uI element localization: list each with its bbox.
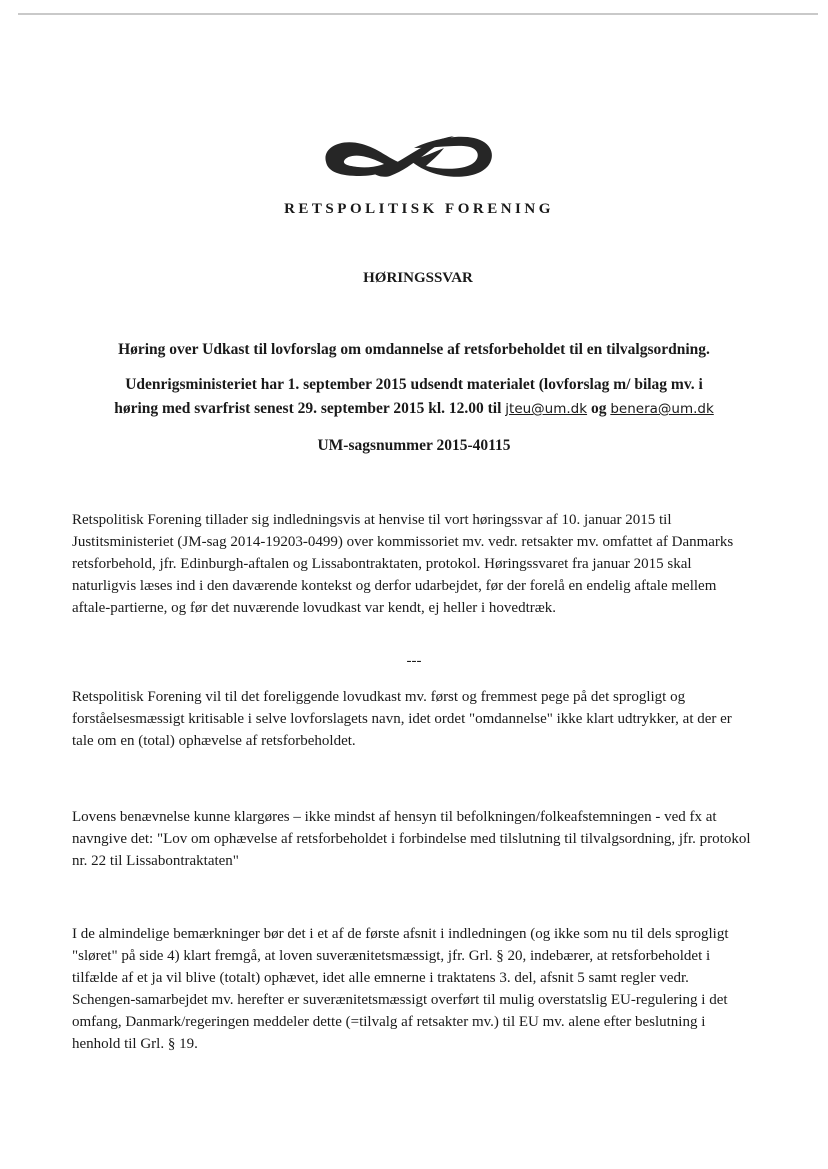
- subject-line: Høring over Udkast til lovforslag om omdannelse af retsforbeholdet til en tilvalgsordning.: [118, 341, 710, 358]
- sent-info-line-1: Udenrigsministeriet har 1. september 2015 udsendt materialet (lovforslag m/ bilag mv. i: [125, 376, 703, 393]
- organization-name: RETSPOLITISK FORENING: [284, 201, 554, 217]
- sent-info-line-2: [0, 397, 828, 421]
- sent-info: [0, 373, 828, 421]
- document-type-heading: HØRINGSSVAR: [363, 270, 473, 286]
- email-link-jteu[interactable]: jteu@um.dk: [505, 401, 588, 417]
- section-separator: ---: [406, 653, 422, 669]
- paragraph-remarks: I de almindelige bemærkninger bør det i et af de første afsnit i indledningen (og ikke som nu til dels sprogligt "sløret" på side 4) klart fremgå, at loven suverænitetsmæssigt, jfr. Grl. § 20, indebærer, at retsforbeholdet i tilfælde af et ja vil blive (totalt) ophævet, idet alle emnerne i traktatens 3. del, afsnit 5 samt regler vedr. Schengen-samarbejdet mv. herefter er suverænitetsmæssigt overført til mulig overstatslig EU-regulering i det omfang, Danmark/regeringen meddeler dette (=tilvalg af retsakter mv.) til EU mv. alene efter beslutning i henhold til Grl. § 19.: [72, 926, 729, 1052]
- infinity-swirl-logo-icon: [318, 126, 498, 190]
- scan-edge-line: [18, 13, 818, 15]
- logo-right-loop: [410, 137, 492, 177]
- paragraph-name-proposal: Lovens benævnelse kunne klargøres – ikke mindst af hensyn til befolkningen/folkeafstemningen - ved fx at navngive det: "Lov om ophævelse af retsforbeholdet i forbindelse med tilslutning til tilvalgsordning, jfr. protokol nr. 22 til Lissabontraktaten": [72, 809, 751, 869]
- paragraph-name-critique: Retspolitisk Forening vil til det foreliggende lovudkast mv. først og fremmest pege på det sprogligt og forståelsesmæssigt kritisable i selve lovforslagets navn, idet ordet "omdannelse" ikke klart udtrykker, at der er tale om en (total) ophævelse af retsforbeholdet.: [72, 689, 732, 749]
- sent-info-connector: og: [590, 400, 607, 417]
- case-number: UM-sagsnummer 2015-40115: [317, 437, 511, 454]
- paragraph-intro: Retspolitisk Forening tillader sig indledningsvis at henvise til vort høringssvar af 10. januar 2015 til Justitsministeriet (JM-sag 2014-19203-0499) over kommissoriet mv. vedr. retsakter mv. omfattet af Danmarks retsforbehold, jfr. Edinburgh-aftalen og Lissabontraktaten, protokol. Høringssvaret fra januar 2015 skal naturligvis læses ind i den daværende kontekst og derfor udarbejdet, før der forelå en endelig aftale mellem aftale-partierne, og før det nuværende lovudkast var kendt, ej heller i hovedtræk.: [72, 512, 734, 616]
- sent-info-line-2-text: høring med svarfrist senest 29. september 2015 kl. 12.00 til: [114, 400, 502, 417]
- email-link-benera[interactable]: benera@um.dk: [610, 401, 714, 417]
